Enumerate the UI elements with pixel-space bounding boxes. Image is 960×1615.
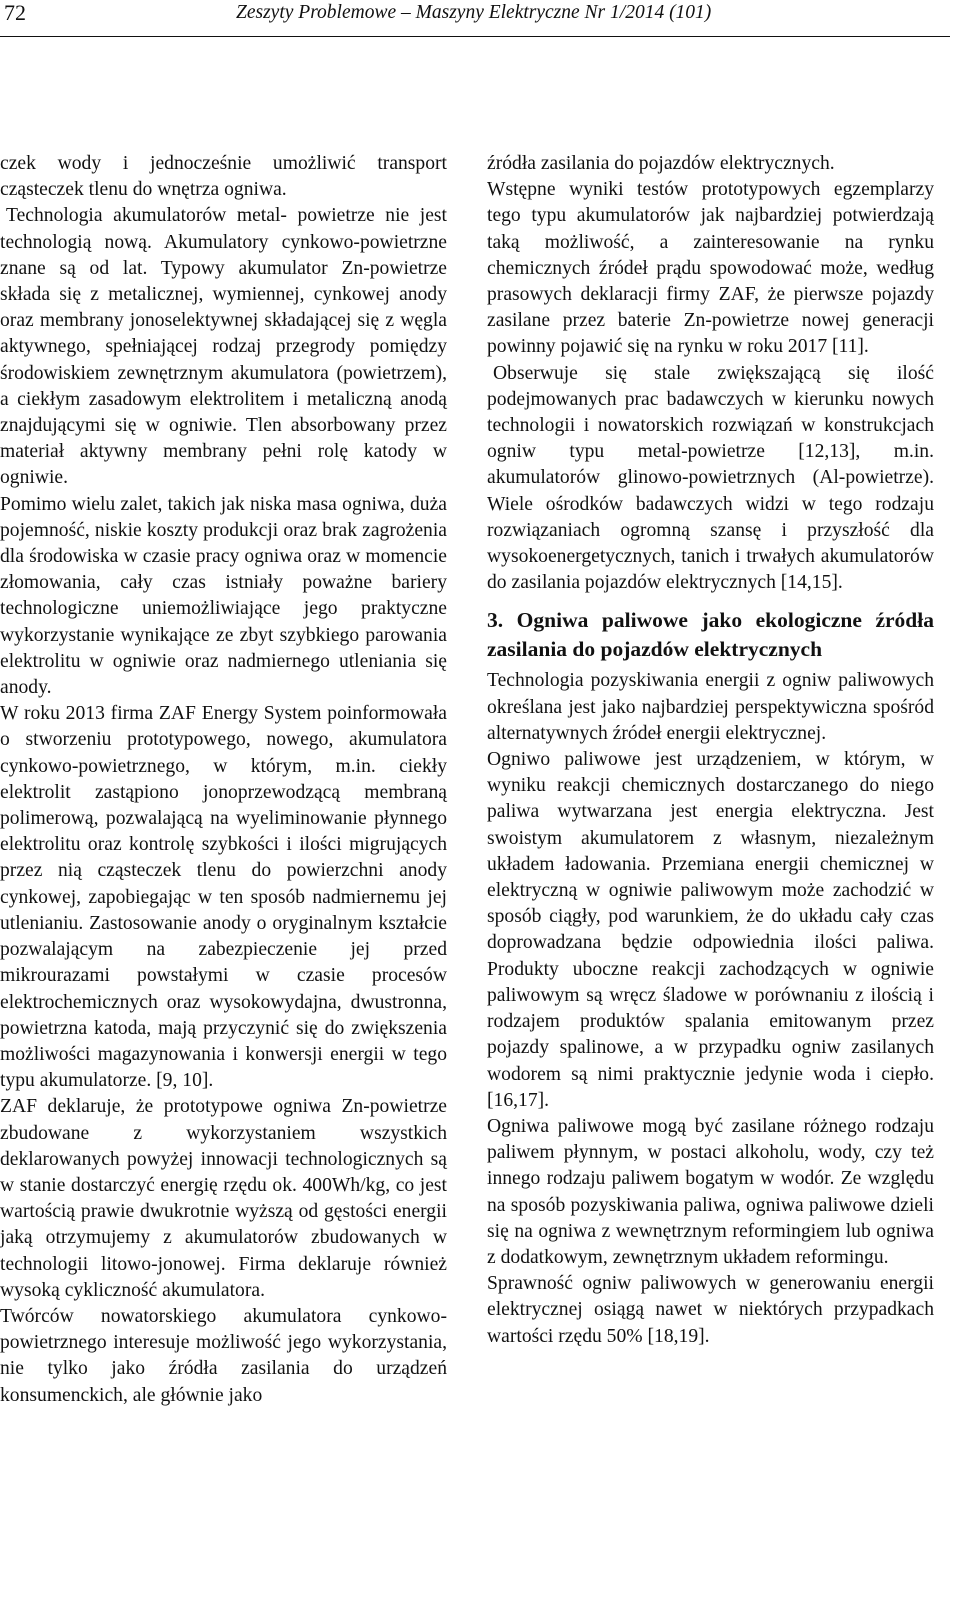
paragraph: Ogniwa paliwowe mogą być zasilane różnego rodzaju paliwem płynnym, w postaci alkoholu, wody, czy też innego rodzaju paliwem bogatym w wodór. Ze względu na sposób pozyskiwania paliwa, ogniwa paliwowe dzieli się na ogniwa z wewnętrznym reformingiem lub ogniwa z dodatkowym, zewnętrznym układem reformingu. xyxy=(487,1115,934,1268)
paragraph: Technologia pozyskiwania energii z ogniw paliwowych określana jest jako najbardziej perspektywiczna spośród alternatywnych źródeł energii elektrycznej. xyxy=(487,670,934,744)
paragraph: czek wody i jednocześnie umożliwić transport cząsteczek tlenu do wnętrza ogniwa. xyxy=(0,153,447,201)
journal-title: Zeszyty Problemowe – Maszyny Elektryczne Nr 1/2014 (101) xyxy=(236,2,712,23)
page-header xyxy=(0,0,960,40)
paragraph: źródła zasilania do pojazdów elektrycznych. xyxy=(487,153,835,174)
paragraph: ZAF deklaruje, że prototypowe ogniwa Zn-powietrze zbudowane z wykorzystaniem wszystkich deklarowanych powyżej innowacji technologicznych są w stanie dostarczyć energię rzędu ok. 400Wh/kg, co jest wartością prawie dwukrotnie wyższą od gęstości energii jaką otrzymujemy z akumulatorów zbudowanych w technologii litowo-jonowej. Firma deklaruje również wysoką cykliczność akumulatora. xyxy=(0,1096,447,1301)
paragraph: Twórców nowatorskiego akumulatora cynkowo-powietrznego interesuje możliwość jego wykorzystania, nie tylko jako źródła zasilania do urządzeń konsumenckich, ale głównie jako xyxy=(0,1305,447,1406)
paragraph: Ogniwo paliwowe jest urządzeniem, w którym, w wyniku reakcji chemicznych dostarczanego do niego paliwa wytwarzana jest energia elektryczna. Jest swoistym akumulatorem z własnym, niezależnym układem ładowania. Przemiana energii chemicznej w elektryczną w ogniwie paliwowym może zachodzić w sposób ciągły, pod warunkiem, że do układu cały czas doprowadzana będzie odpowiednia ilości paliwa. Produkty uboczne reakcji zachodzących w ogniwie paliwowym są wręcz śladowe w porównaniu z ilością i rodzajem produktów spalania emitowanym przez pojazdy spalinowe, a w przypadku ogniw zasilanych wodorem są nimi praktycznie jedynie woda i ciepło. [16,17]. xyxy=(487,749,934,1111)
paragraph: Obserwuje się stale zwiększającą się ilość podejmowanych prac badawczych w kierunku nowych technologii i nowatorskich rozwiązań w konstrukcjach ogniw typu metal-powietrze [12,13], m.in. akumulatorów glinowo-powietrznych (Al-powietrze). Wiele ośrodków badawczych widzi w tego rodzaju rozwiązaniach ogromną szansę i przyszłość dla wysokoenergetycznych, tanich i trwałych akumulatorów do zasilania pojazdów elektrycznych [14,15]. xyxy=(487,362,934,594)
right-column xyxy=(487,151,934,1350)
section-heading: 3. Ogniwa paliwowe jako ekologiczne źródła zasilania do pojazdów elektrycznych xyxy=(487,608,934,662)
paragraph: W roku 2013 firma ZAF Energy System poinformowała o stworzeniu prototypowego, nowego, akumulatora cynkowo-powietrznego, w którym, m.in. ciekły elektrolit zastąpiono jonoprzewodzącą membraną polimerową, pozwalającą na wyeliminowanie płynnego elektrolitu oraz kontrolę szybkości i ilości migrujących przez nią cząsteczek tlenu do powierzchni anody cynkowej, zapobiegając w ten sposób nadmiernemu jej utlenianiu. Zastosowanie anody o oryginalnym kształcie pozwalającym na zabezpieczenie jej przed mikrourazami powstałymi w czasie procesów elektrochemicznych oraz wysokowydajna, dwustronna, powietrzna katoda, mają przyczynić się do zwiększenia możliwości magazynowania i konwersji energii w tego typu akumulatorze. [9, 10]. xyxy=(0,703,447,1092)
paragraph: Wstępne wyniki testów prototypowych egzemplarzy tego typu akumulatorów jak najbardziej potwierdzają taką możliwość, a zainteresowanie na rynku chemicznych źródeł prądu spowodować może, według prasowych deklaracji firmy ZAF, że pierwsze pojazdy zasilane przez baterie Zn-powietrze nowej generacji powinny pojawić się na rynku w roku 2017 [11]. xyxy=(487,179,934,358)
page-number: 72 xyxy=(4,0,26,25)
paragraph: Technologia akumulatorów metal- powietrze nie jest technologią nową. Akumulatory cynkowo-powietrzne znane są od lat. Typowy akumulator Zn-powietrze składa się z metalicznej, wymiennej, cynkowej anody oraz membrany jonoselektywnej składającej się z węgla aktywnego, spełniającej rodzaj przegrody pomiędzy środowiskiem zewnętrznym akumulatora (powietrzem), a ciekłym zasadowym elektrolitem i metaliczną anodą znajdującymi się w ogniwie. Tlen absorbowany przez materiał aktywny membrany pełni rolę katody w ogniwie. xyxy=(0,205,447,489)
paragraph: Sprawność ogniw paliwowych w generowaniu energii elektrycznej osiągą nawet w niektórych przypadkach wartości rzędu 50% [18,19]. xyxy=(487,1273,934,1347)
paragraph: Pomimo wielu zalet, takich jak niska masa ogniwa, duża pojemność, niskie koszty produkcji oraz brak zagrożenia dla środowiska w czasie pracy ogniwa oraz w momencie złomowania, cały czas istniały poważne bariery technologiczne uniemożliwiające jego praktyczne wykorzystanie wynikające ze zbyt szybkiego parowania elektrolitu w ogniwie oraz nadmiernego utleniania się anody. xyxy=(0,493,447,699)
left-column xyxy=(0,151,447,1409)
header-rule xyxy=(0,36,950,37)
